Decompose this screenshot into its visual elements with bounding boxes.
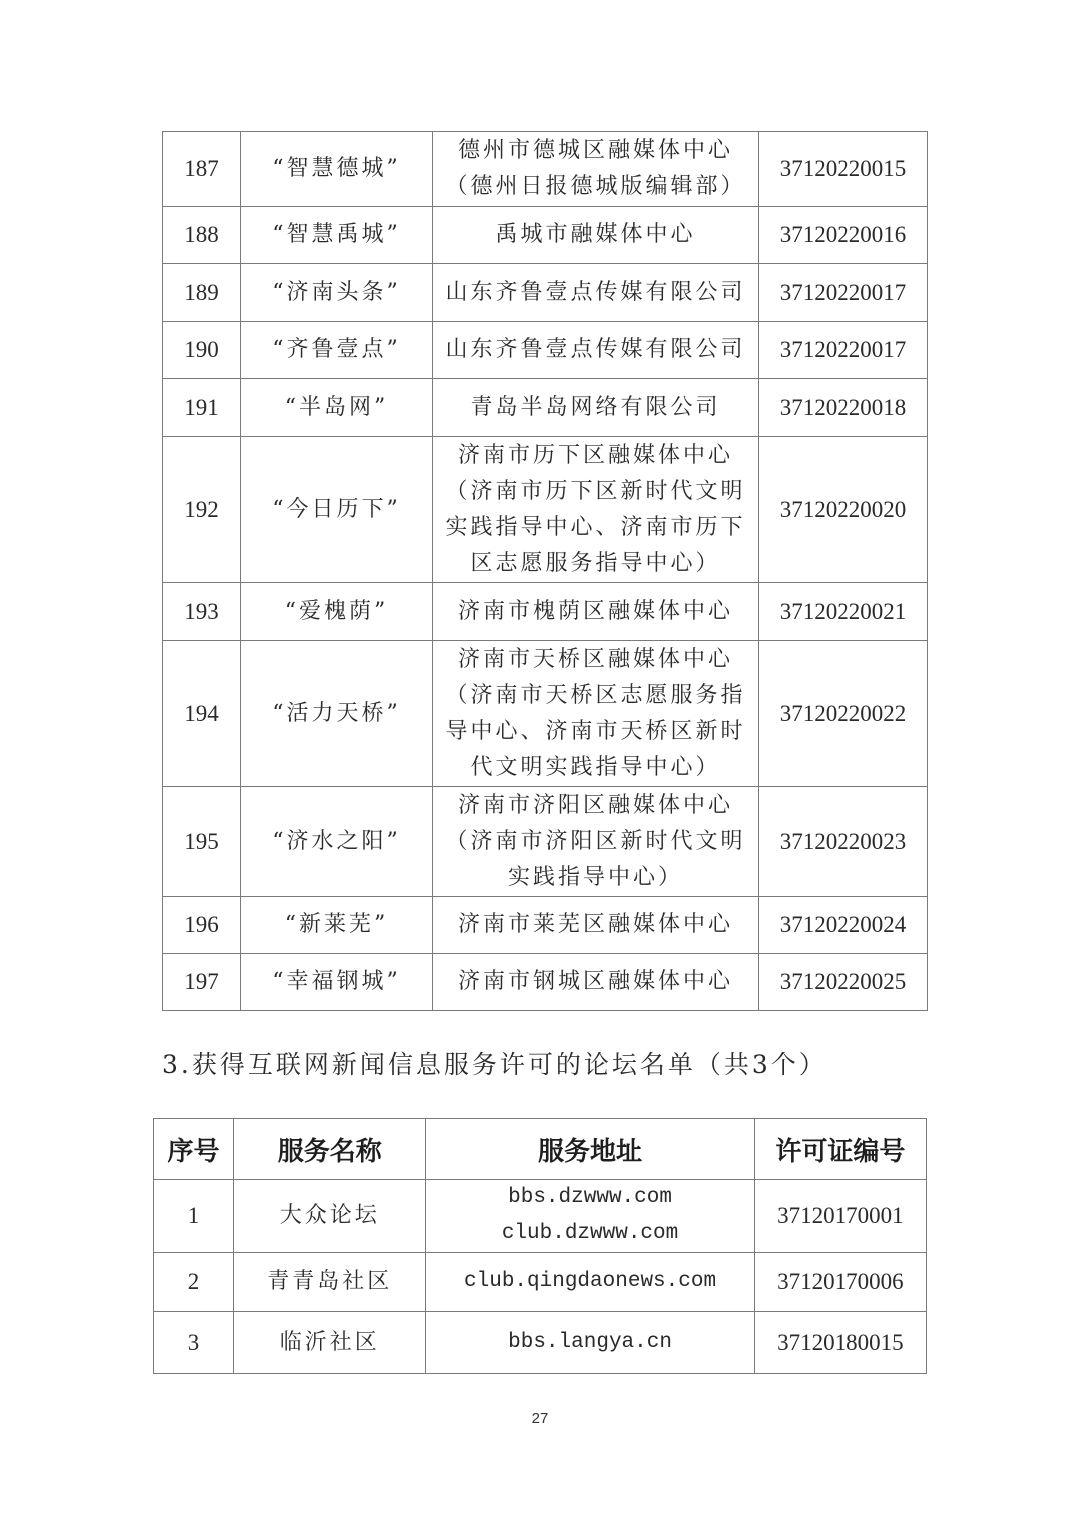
operating-entity <box>433 207 759 264</box>
operating-entity <box>433 787 759 897</box>
serial-number: 187 <box>163 132 241 207</box>
service-name: “半岛网” <box>241 379 433 437</box>
license-number: 37120170001 <box>754 1180 926 1253</box>
service-name: “智慧禹城” <box>241 207 433 264</box>
operating-entity <box>433 641 759 787</box>
license-number: 37120180015 <box>754 1312 926 1374</box>
license-number: 37120220020 <box>759 437 928 583</box>
header-service-name: 服务名称 <box>234 1119 426 1180</box>
serial-number: 2 <box>154 1253 234 1312</box>
operating-entity-line: 青岛半岛网络有限公司 <box>470 394 721 420</box>
service-address <box>426 1253 754 1312</box>
service-name: 青青岛社区 <box>234 1253 426 1312</box>
service-name: “今日历下” <box>241 437 433 583</box>
serial-number: 191 <box>163 379 241 437</box>
operating-entity <box>433 322 759 379</box>
serial-number: 1 <box>154 1180 234 1253</box>
service-name: “新莱芜” <box>241 897 433 954</box>
service-name: “智慧德城” <box>241 132 433 207</box>
table-header-row <box>154 1119 927 1180</box>
operating-entity-line: 实践指导中心） <box>507 864 683 890</box>
operating-entity-line: 代文明实践指导中心） <box>470 754 721 780</box>
table-row <box>163 379 928 437</box>
serial-number: 193 <box>163 583 241 641</box>
license-number: 37120220022 <box>759 641 928 787</box>
table-row <box>163 954 928 1011</box>
service-name: “齐鲁壹点” <box>241 322 433 379</box>
header-service-address: 服务地址 <box>426 1119 754 1180</box>
operating-entity-line: （济南市天桥区志愿服务指 <box>445 682 746 708</box>
serial-number: 189 <box>163 264 241 322</box>
operating-entity <box>433 954 759 1011</box>
license-number: 37120220017 <box>759 264 928 322</box>
serial-number: 192 <box>163 437 241 583</box>
operating-entity-line: 济南市槐荫区融媒体中心 <box>457 598 733 624</box>
operating-entity-line: 济南市天桥区融媒体中心 <box>457 646 733 672</box>
operating-entity-line: （济南市历下区新时代文明 <box>445 478 746 504</box>
operating-entity <box>433 379 759 437</box>
service-name: “济水之阳” <box>241 787 433 897</box>
operating-entity <box>433 437 759 583</box>
operating-entity-line: 山东齐鲁壹点传媒有限公司 <box>445 337 746 362</box>
serial-number: 197 <box>163 954 241 1011</box>
table-row <box>154 1253 927 1312</box>
operating-entity-line: 实践指导中心、济南市历下 <box>445 514 746 540</box>
header-serial-number: 序号 <box>154 1119 234 1180</box>
operating-entity-line: 德州市德城区融媒体中心 <box>457 138 733 163</box>
website-license-table <box>162 131 928 1011</box>
table-row <box>163 132 928 207</box>
operating-entity-line: （德州日报德城版编辑部） <box>445 174 746 199</box>
operating-entity-line: 区志愿服务指导中心） <box>470 550 721 576</box>
table-row <box>154 1312 927 1374</box>
operating-entity-line: 导中心、济南市天桥区新时 <box>445 718 746 744</box>
service-name: “活力天桥” <box>241 641 433 787</box>
table-row <box>163 322 928 379</box>
operating-entity-line: 济南市历下区融媒体中心 <box>457 442 733 468</box>
service-name: “幸福钢城” <box>241 954 433 1011</box>
license-number: 37120220016 <box>759 207 928 264</box>
license-number: 37120220024 <box>759 897 928 954</box>
serial-number: 190 <box>163 322 241 379</box>
operating-entity-line: 济南市莱芜区融媒体中心 <box>457 912 733 937</box>
service-address-line: bbs.dzwww.com <box>508 1186 672 1209</box>
service-address <box>426 1312 754 1374</box>
license-number: 37120220018 <box>759 379 928 437</box>
license-number: 37120220023 <box>759 787 928 897</box>
service-address <box>426 1180 754 1253</box>
table-row <box>154 1180 927 1253</box>
license-number: 37120220015 <box>759 132 928 207</box>
license-number: 37120220025 <box>759 954 928 1011</box>
table-row <box>163 583 928 641</box>
header-license-number: 许可证编号 <box>754 1119 926 1180</box>
operating-entity-line: （济南市济阳区新时代文明 <box>445 828 746 854</box>
operating-entity <box>433 897 759 954</box>
service-address-line: bbs.langya.cn <box>508 1330 672 1354</box>
section-heading-forums: 3.获得互联网新闻信息服务许可的论坛名单（共3个） <box>162 1050 827 1079</box>
serial-number: 195 <box>163 787 241 897</box>
serial-number: 194 <box>163 641 241 787</box>
operating-entity <box>433 583 759 641</box>
operating-entity-line: 山东齐鲁壹点传媒有限公司 <box>445 279 746 305</box>
license-number: 37120220017 <box>759 322 928 379</box>
forum-license-table <box>153 1118 927 1374</box>
table-row <box>163 897 928 954</box>
table-row <box>163 264 928 322</box>
service-address-line: club.dzwww.com <box>501 1222 679 1245</box>
serial-number: 188 <box>163 207 241 264</box>
service-name: “爱槐荫” <box>241 583 433 641</box>
service-name: 临沂社区 <box>234 1312 426 1374</box>
operating-entity <box>433 264 759 322</box>
table-row <box>163 207 928 264</box>
serial-number: 3 <box>154 1312 234 1374</box>
operating-entity-line: 济南市钢城区融媒体中心 <box>457 969 733 994</box>
service-address-line: club.qingdaonews.com <box>464 1270 717 1293</box>
serial-number: 196 <box>163 897 241 954</box>
operating-entity-line: 禹城市融媒体中心 <box>495 222 696 247</box>
table-row <box>163 437 928 583</box>
page-number: 27 <box>531 1410 549 1427</box>
operating-entity-line: 济南市济阳区融媒体中心 <box>457 792 733 818</box>
table-row <box>163 641 928 787</box>
service-name: “济南头条” <box>241 264 433 322</box>
service-name: 大众论坛 <box>234 1180 426 1253</box>
operating-entity <box>433 132 759 207</box>
license-number: 37120170006 <box>754 1253 926 1312</box>
table-row <box>163 787 928 897</box>
license-number: 37120220021 <box>759 583 928 641</box>
